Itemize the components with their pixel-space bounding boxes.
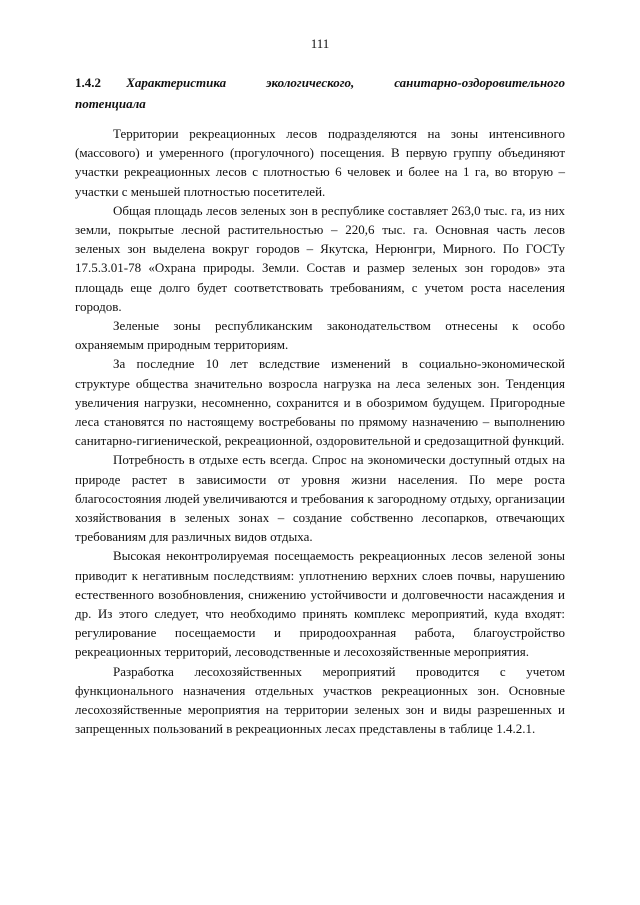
paragraph: Разработка лесохозяйственных мероприятий проводится с учетом функционального назначения отдельных участков рекреационных зон. Основные лесохозяйственные мероприятия на территории зеленых зон и виды разрешенных и запрещенных пользований в рекреационных лесах представлены в таблице 1.4.2.1. bbox=[75, 663, 565, 737]
paragraph: Потребность в отдыхе есть всегда. Спрос на экономически доступный отдых на природе растет в зависимости от уровня жизни населения. По мере роста благосостояния людей увеличиваются и требования к загородному отдыху, организации хозяйствования в зеленых зонах – создание собственно лесопарков, отвечающих требованиям для различных видов отдыха. bbox=[75, 452, 565, 545]
section-heading-line1 bbox=[75, 72, 565, 93]
paragraph: Общая площадь лесов зеленых зон в республике составляет 263,0 тыс. га, из них земли, покрытые лесной растительностью – 220,6 тыс. га. Основная часть лесов зеленых зон выделена вокруг городов – Якутска, Нерюнгри, Мирного. По ГОСТу 17.5.3.01-78 «Охрана природы. Земли. Состав и размер зеленых зон городов» эта площадь еще долго будет соответствовать требованиям, с учетом роста населения городов. bbox=[75, 202, 565, 314]
paragraph: Высокая неконтролируемая посещаемость рекреационных лесов зеленой зоны приводит к негативным последствиям: уплотнению верхних слоев почвы, нарушению естественного возобновления, снижению устойчивости и долговечности насаждения и др. Из этого следует, что необходимо принять комплекс мероприятий, куда входят: регулирование посещаемости и природоохранная работа, благоустройство рекреационных территорий, лесоводственные и лесохозяйственные мероприятия. bbox=[75, 548, 565, 660]
section-heading-line2: потенциала bbox=[75, 96, 146, 111]
paragraph: Зеленые зоны республиканским законодательством отнесены к особо охраняемым природным территориям. bbox=[75, 318, 565, 353]
body-text bbox=[75, 124, 565, 739]
section-heading bbox=[75, 72, 565, 114]
section-heading-word3: санитарно-оздоровительного bbox=[394, 75, 565, 90]
paragraph: Территории рекреационных лесов подразделяются на зоны интенсивного (массового) и умеренного (прогулочного) посещения. В первую группу объединяют участки рекреационных лесов с плотностью 6 человек и более на 1 га, во вторую – участки с меньшей плотностью посетителей. bbox=[75, 126, 565, 199]
section-heading-word1: Характеристика bbox=[126, 75, 227, 90]
page-number: 111 bbox=[310, 36, 330, 51]
paragraph: За последние 10 лет вследствие изменений в социально-экономической структуре общества значительно возросла нагрузка на леса зеленых зон. Тенденция увеличения нагрузки, несомненно, сохранится и в обозримом будущем. Пригородные леса становятся по настоящему востребованы по прямому назначению – выполнению санитарно-гигиенической, рекреационной, оздоровительной и средозащитной функций. bbox=[75, 356, 565, 449]
section-number: 1.4.2 bbox=[75, 75, 101, 90]
section-heading-word2: экологического, bbox=[266, 75, 355, 90]
